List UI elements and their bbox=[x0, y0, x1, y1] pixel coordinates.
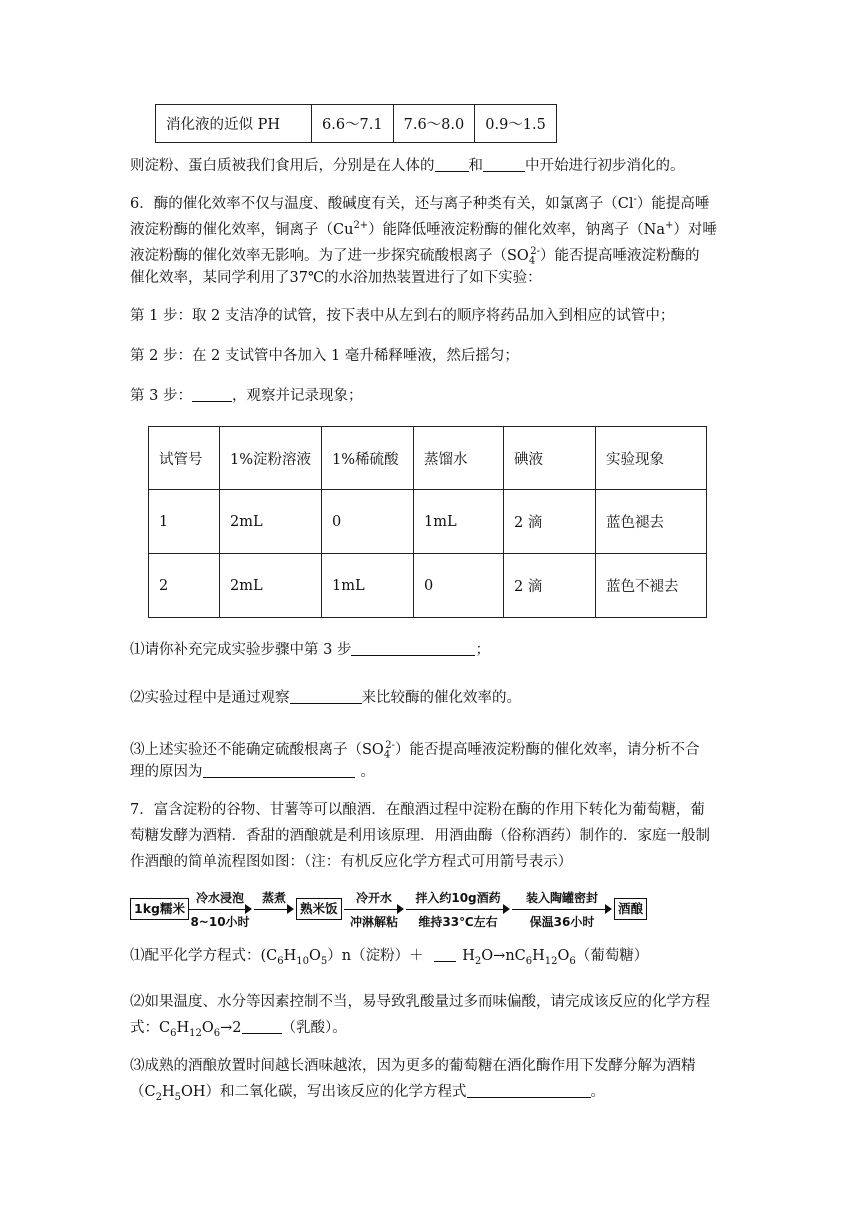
table-cell: 蓝色不褪去 bbox=[596, 554, 707, 618]
table-header: 蒸馏水 bbox=[414, 427, 504, 490]
table-cell: 2 滴 bbox=[504, 554, 596, 618]
table-cell: 2 bbox=[149, 554, 220, 618]
table-header: 试管号 bbox=[149, 427, 220, 490]
flow-box-cooked-rice: 熟米饭 bbox=[296, 898, 342, 920]
question-6-sub-3-cont: 理的原因为 。 bbox=[130, 764, 375, 780]
flow-arrow-soak: 冷水浸泡 8~10小时 bbox=[188, 888, 252, 932]
table-header-row bbox=[149, 427, 707, 490]
question-7-sub-3: ⑶成熟的酒酿放置时间越长酒味越浓，因为更多的葡萄糖在酒化酶作用下发酵分解为酒精 bbox=[130, 1058, 696, 1074]
question-6-sub-2: ⑵实验过程中是通过观察 来比较酶的催化效率的。 bbox=[130, 690, 521, 706]
table-cell: 0.9～1.5 bbox=[475, 105, 557, 143]
wine-making-flowchart bbox=[130, 888, 650, 932]
question-6-line-4: 催化效率，某同学利用了37℃的水浴加热装置进行了如下实验： bbox=[130, 270, 542, 286]
question-6-line-2: 液淀粉酶的催化效率，铜离子$(Cu^{2+})$能降低唾液淀粉酶的催化效率，钠离子（Na+）对唾 bbox=[130, 220, 717, 238]
question-7-line-2: 萄糖发酵为酒精．香甜的酒酿就是利用该原理．用酒曲酶（俗称酒药）制作的．家庭一般制 bbox=[130, 828, 710, 844]
question-7-line-3: 作酒酿的简单流程图如图：（注：有机反应化学方程式可用箭号表示） bbox=[130, 854, 573, 870]
table-row bbox=[149, 490, 707, 554]
digestive-ph-table bbox=[155, 104, 557, 143]
table-cell: 2mL bbox=[220, 490, 322, 554]
table-cell: 7.6～8.0 bbox=[393, 105, 475, 143]
flow-arrow-steam: 蒸煮 bbox=[254, 888, 294, 932]
flow-arrow-mix: 拌入约10g酒药 维持33℃左右 bbox=[406, 888, 510, 932]
question-6-step-1: 第 1 步：取 2 支洁净的试管，按下表中从左到右的顺序将药品加入到相应的试管中； bbox=[130, 308, 675, 324]
table-cell: 2mL bbox=[220, 554, 322, 618]
question-7-sub-3-cont: $(C_2H_5OH)$和二氧化碳，写出该反应的化学方程式 。 bbox=[130, 1084, 606, 1103]
question-6-sub-3: ⑶上述实验还不能确定硫酸根离子$(SO_4^{2-})$能否提高唾液淀粉酶的催化效率，请分析不合 bbox=[130, 740, 700, 761]
question-7-line-1: 7．富含淀粉的谷物、甘薯等可以酿酒．在酿酒过程中淀粉在酶的作用下转化为葡萄糖，葡 bbox=[130, 802, 705, 818]
table-cell: 0 bbox=[414, 554, 504, 618]
flow-box-rice: 1kg糯米 bbox=[130, 898, 189, 920]
table-cell: 1mL bbox=[414, 490, 504, 554]
table-cell: 2 滴 bbox=[504, 490, 596, 554]
table-row bbox=[149, 554, 707, 618]
question-6-step-3: 第 3 步： ，观察并记录现象； bbox=[130, 388, 363, 404]
question-7-sub-2-cont: 式：$C_6H_{12}O_6\to 2$ （乳酸）。 bbox=[130, 1020, 347, 1039]
question-7-sub-2: ⑵如果温度、水分等因素控制不当，易导致乳酸量过多而味偏酸，请完成该反应的化学方程 bbox=[130, 994, 710, 1010]
flow-arrow-seal: 装入陶罐密封 保温36小时 bbox=[512, 888, 612, 932]
experiment-table bbox=[148, 426, 707, 618]
question-6-step-2: 第 2 步：在 2 支试管中各加入 1 毫升稀释唾液，然后摇匀； bbox=[130, 348, 519, 364]
question-7-sub-1: ⑴配平化学方程式：$(C_6H_{10}O_5)n$（淀粉）＋ $H_2O\to nC_6H_{12}O_6$（葡萄糖） bbox=[130, 948, 649, 967]
question-6-line-3: 液淀粉酶的催化效率无影响。为了进一步探究硫酸根离子$(SO_4^{2-})$能否提高唾液淀粉酶的 bbox=[130, 246, 700, 267]
question-6-line-1: 6．酶的催化效率不仅与温度、酸碱度有关，还与离子种类有关，如氯离子（Cl-）能提高唾 bbox=[130, 194, 710, 212]
flow-arrow-rinse: 冷开水 冲淋解粘 bbox=[344, 888, 404, 932]
table-header: 碘液 bbox=[504, 427, 596, 490]
table-header: 1%淀粉溶液 bbox=[220, 427, 322, 490]
table-cell: 消化液的近似 PH bbox=[156, 105, 312, 143]
flow-box-wine: 酒酿 bbox=[614, 898, 647, 920]
table-cell: 蓝色褪去 bbox=[596, 490, 707, 554]
table-cell: 1 bbox=[149, 490, 220, 554]
arrow-right-icon bbox=[287, 904, 294, 914]
table-cell: 1mL bbox=[322, 554, 414, 618]
question-5-tail: 则淀粉、蛋白质被我们食用后，分别是在人体的 和 中开始进行初步消化的。 bbox=[130, 158, 685, 174]
table-header: 1%稀硫酸 bbox=[322, 427, 414, 490]
question-6-sub-1: ⑴请你补充完成实验步骤中第 3 步 ； bbox=[130, 642, 490, 658]
table-cell: 0 bbox=[322, 490, 414, 554]
table-header: 实验现象 bbox=[596, 427, 707, 490]
table-cell: 6.6～7.1 bbox=[312, 105, 394, 143]
